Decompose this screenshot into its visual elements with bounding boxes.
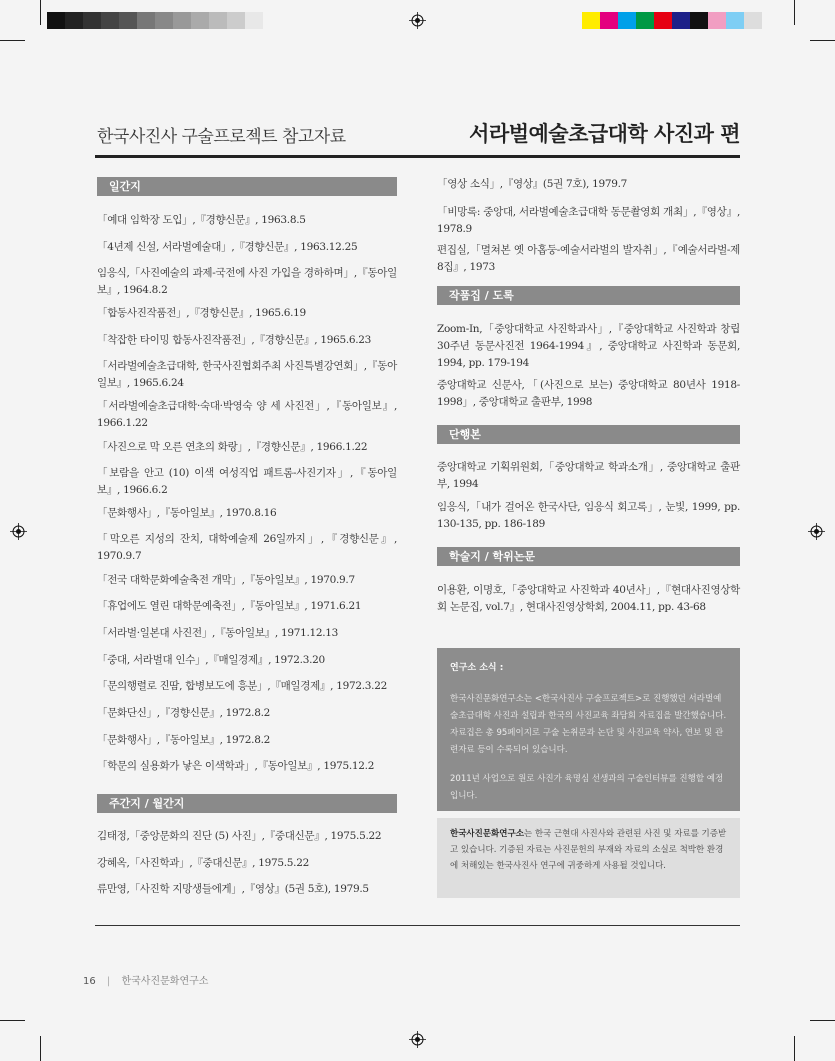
list-item: 「4년제 신설, 서라벌예술대」,『경향신문』, 1963.12.25: [97, 241, 358, 253]
research-news-paragraph: 2011년 사업으로 원로 사진가 육명심 선생과의 구술인터뷰를 진행할 예정입니다.: [450, 774, 724, 801]
crop-mark: [0, 1020, 25, 1021]
crop-mark: [810, 1020, 835, 1021]
list-item: 「사진으로 막 오른 연초의 화랑」,『경향신문』, 1966.1.22: [97, 441, 368, 453]
section-header-weekly: 주간지 / 월간지: [97, 794, 397, 813]
header-rule: [95, 155, 740, 158]
list-item: 「휴업에도 열린 대학문예축전」,『동아일보』, 1971.6.21: [97, 600, 362, 612]
donation-info-box: [437, 818, 740, 898]
crop-mark: [40, 0, 41, 25]
list-item: 「서라벌예술초급대학, 한국사진협회주최 사진특별강연회」,『동아일보』, 1965.6.24: [97, 360, 397, 389]
header-series-title: 한국사진사 구술프로젝트 참고자료: [97, 127, 346, 147]
footer-separator: |: [106, 976, 111, 987]
list-item: 편집실,「멸쳐본 옛 아홉둥-예술서라벌의 발자취」,『예술서라벌-제8집』, 1973: [437, 244, 740, 273]
research-news-box: [437, 648, 740, 811]
section-header-books: 단행본: [437, 425, 740, 444]
footer-org: 한국사진문화연구소: [121, 976, 209, 987]
list-item: 「보람을 안고 (10) 이색 여성직업 패트롬-사진기자」,『동아일보』, 1966.6.2: [97, 467, 397, 496]
list-item: 「학문의 실용화가 낳은 이색학과」,『동아일보』, 1975.12.2: [97, 760, 375, 772]
page-footer: [83, 972, 208, 987]
list-item: 「영상 소식」,『영상』(5권 7호), 1979.7: [437, 178, 628, 190]
list-item: 「막오른 지성의 잔치, 대학예술제 26일까지」,『경향신문』, 1970.9.7: [97, 533, 397, 562]
list-item: 「합동사진작품전」,『경향신문』, 1965.6.19: [97, 307, 306, 319]
section-header-works: 작품집 / 도록: [437, 286, 740, 305]
footer-rule: [95, 925, 740, 926]
donation-info-text: 는 한국 근현대 사진사와 관련된 사진 및 자료를 기증받고 있습니다. 기증된 자료는 사진문헌의 부재와 자료의 소실로 척박한 환경에 처해있는 한국사진사 연구에 귀중하게 사용될 것입니다.: [450, 829, 727, 871]
list-item: 「비망록: 중앙대, 서라벌예술초급대학 동문촬영회 개최」,『영상』, 1978.9: [437, 206, 740, 235]
list-item: 중앙대학교 신문사,「(사진으로 보는) 중앙대학교 80년사 1918-1998」, 중앙대학교 출판부, 1998: [437, 379, 740, 408]
crop-mark: [40, 1036, 41, 1061]
list-item: 「문화단신」,『경향신문』, 1972.8.2: [97, 707, 271, 719]
crop-mark: [0, 40, 25, 41]
registration-mark-icon: [409, 1031, 426, 1048]
crop-mark: [810, 40, 835, 41]
list-item: 이용환, 이명호,「중앙대학교 사진학과 40년사」,『현대사진영상학회 논문집, vol.7』, 현대사진영상학회, 2004.11, pp. 43-68: [437, 584, 740, 613]
header-page-title: 서라벌예술초급대학 사진과 편: [469, 121, 740, 146]
grayscale-bar: [47, 12, 263, 29]
crop-mark: [794, 1036, 795, 1061]
list-item: 「문화행사」,『동아일보』, 1970.8.16: [97, 507, 277, 519]
research-news-paragraph: 한국사진문화연구소는 <한국사진사 구술프로젝트>로 진행했던 서라벌예술초급대학 사진과 설립과 한국의 사진교육 좌담회 자료집을 발간했습니다. 자료집은 총 95페이지로 구술 논취문과 논단 및 사진교육 약사, 연보 및 관련자료 등이 수록되어 있습니다.: [450, 694, 727, 755]
list-item: 류만영,「사진학 지망생들에게」,『영상』(5권 5호), 1979.5: [97, 883, 369, 895]
list-item: 「문화행사」,『동아일보』, 1972.8.2: [97, 734, 271, 746]
page-number: 16: [83, 976, 96, 987]
section-header-journals: 학술지 / 학위논문: [437, 547, 740, 566]
list-item: 김태정,「중앙문화의 진단 (5) 사진」,『중대신문』, 1975.5.22: [97, 830, 382, 842]
list-item: 「문의행렬로 진땀, 합병보도에 흥분」,『매일경제』, 1972.3.22: [97, 680, 387, 692]
registration-mark-icon: [409, 12, 426, 29]
list-item: 「착잡한 타이밍 합동사진작품전」,『경향신문』, 1965.6.23: [97, 334, 372, 346]
list-item: Zoom-In,「중앙대학교 사진학과사」,『중앙대학교 사진학과 창립 30주년 동문사진전 1964-1994』, 중앙대학교 사진학과 동문회, 1994, pp. 179-194: [437, 323, 740, 369]
crop-mark: [794, 0, 795, 25]
org-name: 한국사진문화연구소: [450, 829, 524, 839]
list-item: 「서라벌예술초급대학·숙대·박영숙 양 세 사진전」,『동아일보』, 1966.1.22: [97, 400, 397, 429]
list-item: 「서라벌·일본대 사진전」,『동아일보』, 1971.12.13: [97, 627, 339, 639]
list-item: 임응식,「사진예술의 과제-국전에 사진 가입을 경하하며」,『동아일보』, 1964.8.2: [97, 267, 397, 296]
list-item: 「중대, 서라벌대 인수」,『매일경제』, 1972.3.20: [97, 654, 325, 666]
registration-mark-icon: [10, 523, 27, 540]
color-bar: [582, 12, 762, 29]
list-item: 「예대 임학장 도입」,『경향신문』, 1963.8.5: [97, 214, 306, 226]
list-item: 강혜옥,「사진학과」,『중대신문』, 1975.5.22: [97, 857, 309, 869]
list-item: 임응식,「내가 걸어온 한국사단, 임응식 회고록」, 눈빛, 1999, pp. 130-135, pp. 186-189: [437, 501, 740, 530]
section-header-daily: 일간지: [97, 177, 397, 196]
registration-mark-icon: [808, 523, 825, 540]
research-news-title: 연구소 소식 :: [450, 663, 504, 673]
list-item: 「전국 대학문화예술축전 개막」,『동아일보』, 1970.9.7: [97, 574, 355, 586]
list-item: 중앙대학교 기획위원회,「중앙대학교 학과소개」, 중앙대학교 출판부, 1994: [437, 461, 740, 490]
